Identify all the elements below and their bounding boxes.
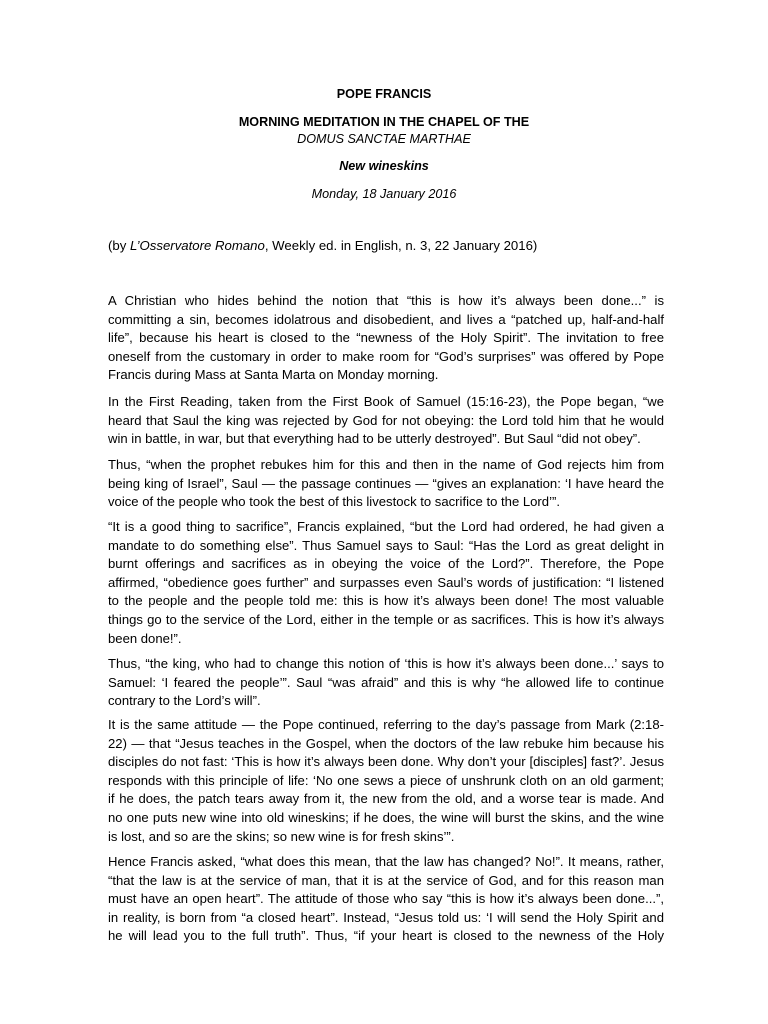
paragraph bbox=[108, 292, 664, 385]
title-line-2: DOMUS SANCTAE MARTHAE bbox=[297, 132, 471, 146]
paragraph bbox=[108, 393, 664, 449]
title-line-1: MORNING MEDITATION IN THE CHAPEL OF THE bbox=[238, 115, 530, 129]
text-line: no one puts new wine into old wineskins; if he does, the wine will burst the skins, and the wine bbox=[108, 809, 664, 825]
text-line: oneself from the customary in order to make room for “God’s surprises” was offered by Pope bbox=[108, 348, 664, 364]
text-line: Thus, “when the prophet rebukes him for this and then in the name of God rejects him from bbox=[108, 457, 664, 472]
text-line: heard that Saul the king was rejected by God for not obeying: the Lord told him that he would bbox=[108, 412, 664, 428]
text-line: In the First Reading, taken from the First Book of Samuel (15:16-23), the Pope began, “we bbox=[108, 394, 664, 409]
paragraph bbox=[108, 716, 664, 846]
text-line: Hence Francis asked, “what does this mean, that the law has changed? No!”. It means, rather, bbox=[108, 854, 664, 869]
text-line: must have an open heart”. The attitude of those who say “this is how it’s always been done...”, bbox=[108, 891, 664, 907]
text-line: “It is a good thing to sacrifice”, Francis explained, “but the Lord had ordered, he had given a bbox=[108, 519, 664, 534]
text-line: voice of the people who took the best of this livestock to sacrifice to the Lord’”. bbox=[108, 494, 560, 510]
text-line: he will lead you to the full truth”. Thus, “if your heart is closed to the newness of the Holy bbox=[108, 928, 664, 944]
paragraph bbox=[108, 518, 664, 648]
text-line: responds with this principle of life: ‘No one sews a piece of unshrunk cloth on an old garment; bbox=[108, 772, 664, 788]
text-line: is lost, and so are the skins; so new wine is for fresh skins’”. bbox=[108, 828, 455, 844]
text-line: contrary to the Lord’s will”. bbox=[108, 693, 261, 709]
source-citation bbox=[108, 237, 537, 255]
text-line: Thus, “the king, who had to change this notion of ‘this is how it’s always been done...’ says to bbox=[108, 656, 664, 671]
paragraph bbox=[108, 853, 664, 946]
text-line: in reality, is born from “a closed heart”. Instead, “Jesus told us: ‘I will send the Holy Spirit and bbox=[108, 909, 664, 925]
source-suffix: , Weekly ed. in English, n. 3, 22 January 2016) bbox=[264, 238, 538, 253]
author-heading: POPE FRANCIS bbox=[336, 87, 432, 101]
text-line: A Christian who hides behind the notion that “this is how it’s always been done...” is bbox=[108, 293, 664, 308]
text-line: things go to the service of the Lord, either in the temple or as sacrifices. This is how it’s always bbox=[108, 611, 664, 627]
source-prefix: (by bbox=[108, 238, 130, 253]
text-line: disciples do not fast: ‘This is how it’s always been done. Why don’t your [disciples] fast?’. Jesus bbox=[108, 754, 664, 770]
text-line: “that the law is at the service of man, that it is at the service of God, and for this reason man bbox=[108, 872, 664, 888]
text-line: mandate to do something else”. Thus Samuel says to Saul: “Has the Lord as great delight in bbox=[108, 537, 664, 553]
text-line: burnt offerings and sacrifices as in obeying the voice of the Lord?”. Therefore, the Pope bbox=[108, 556, 664, 572]
date-line: Monday, 18 January 2016 bbox=[311, 187, 457, 201]
text-line: 22) — that “Jesus teaches in the Gospel, when the doctors of the law rebuke him because his bbox=[108, 735, 664, 751]
text-line: been done!”. bbox=[108, 630, 182, 646]
text-line: life”, because his heart is closed to the “newness of the Holy Spirit”. The invitation to free bbox=[108, 330, 664, 346]
paragraph bbox=[108, 655, 664, 711]
text-line: Samuel: ‘I feared the people’”. Saul “was afraid” and this is why “he allowed life to continue bbox=[108, 674, 664, 690]
text-line: affirmed, “obedience goes further” and surpasses even Saul’s words of justification: “I listened bbox=[108, 574, 664, 590]
subtitle: New wineskins bbox=[339, 159, 429, 173]
publication-name: L’Osservatore Romano bbox=[129, 238, 265, 253]
text-line: Francis during Mass at Santa Marta on Monday morning. bbox=[108, 367, 439, 383]
text-line: committing a sin, becomes idolatrous and disobedient, and lives a “patched up, half-and-half bbox=[108, 311, 664, 327]
paragraph bbox=[108, 456, 664, 512]
text-line: win in battle, in war, but that everything had to be utterly destroyed”. But Saul “did not obey”. bbox=[108, 431, 641, 447]
text-line: being king of Israel”, Saul — the passage continues — “gives an explanation: ‘I have heard the bbox=[108, 475, 664, 491]
text-line: It is the same attitude — the Pope continued, referring to the day’s passage from Mark (2:18- bbox=[108, 717, 664, 732]
text-line: if he does, the patch tears away from it, the new from the old, and a worse tear is made. And bbox=[108, 791, 664, 807]
text-line: to the people and the people told me: this is how it’s always been done! The most valuable bbox=[108, 593, 664, 609]
